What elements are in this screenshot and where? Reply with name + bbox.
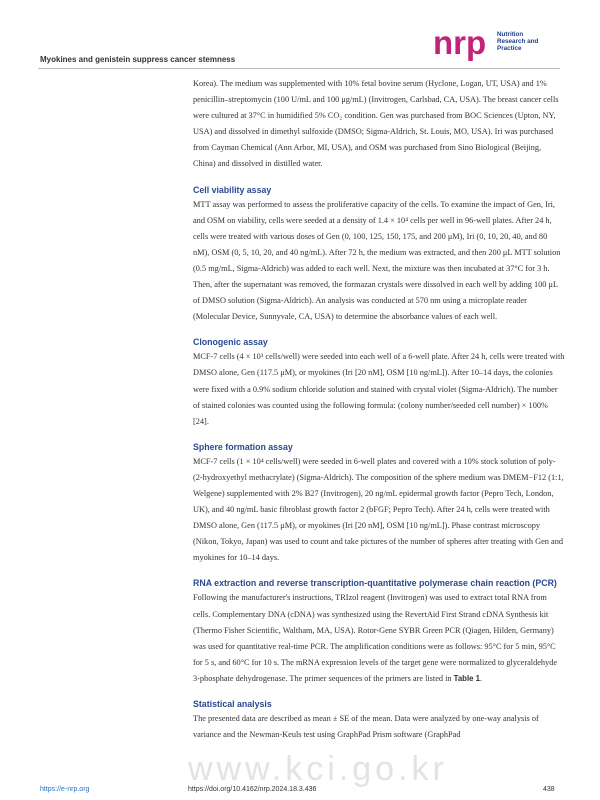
article-body	[193, 76, 565, 743]
section-heading-sphere-formation: Sphere formation assay	[193, 441, 293, 452]
section-heading-cell-viability: Cell viability assay	[193, 184, 272, 195]
logo-line-1: Nutrition	[497, 31, 524, 38]
footer-doi-link[interactable]: https://doi.org/10.4162/nrp.2024.18.3.436	[188, 786, 317, 793]
section-heading-rna-pcr: RNA extraction and reverse transcription-quantitative polymerase chain reaction (PCR)	[193, 578, 557, 589]
logo-wordmark: nrp	[433, 27, 487, 61]
logo-line-2: Research and	[497, 38, 539, 46]
logo-line-3: Practice	[497, 45, 522, 53]
section-body-cell-viability: MTT assay was performed to assess the proliferative capacity of the cells. To examine the impact of Gen, Iri, and OSM on viability, cells were seeded at a density of 1.4 × 10⁴ cells per well in 96-well plates. After 24 h, cells were treated with various doses of Gen (0, 100, 125, 150, 175, and 200 μM), Iri (0, 10, 20, 40, and 80 nM), OSM (0, 5, 10, 20, and 40 ng/mL). After 72 h, the medium was extracted, and then 200 μL MTT solution (0.5 mg/mL, Sigma-Aldrich) was added to each well. Next, the mixture was then incubated at 37°C for 3 h. Then, after the supernatant was removed, the formazan crystals were dissolved in each well by adding 100 μL of DMSO solution (Sigma-Aldrich). An analysis was conducted at 570 nm using a microplate reader (Molecular Device, Sunnyvale, CA, USA) to determine the absorbance values of each well.	[193, 199, 561, 322]
section-body-statistical: The presented data are described as mean ± SE of the mean. Data were analyzed by one-way analysis of variance and the Newman-Keuls test using GraphPad Prism software (GraphPad	[193, 714, 539, 740]
section-heading-clonogenic: Clonogenic assay	[193, 337, 268, 348]
table-1-link[interactable]: Table 1	[453, 673, 480, 683]
rna-pcr-tail: .	[479, 673, 483, 683]
kci-watermark: www.kci.go.kr	[188, 750, 448, 788]
section-body-sphere-formation: MCF-7 cells (1 × 10⁴ cells/well) were seeded in 6-well plates and covered with a 10% stock solution of poly-(2-hydroxyethyl methacrylate) (Sigma-Aldrich). The composition of the sphere medium was DMEM−F12 (1:1, Welgene) supplemented with 2% B27 (Invitrogen), 20 ng/mL epidermal growth factor (Pepro Tech, London, UK), and 40 ng/mL basic fibroblast growth factor 2 (bFGF; Pepro Tech). After 24 h, cells were treated with DMSO alone, Gen (117.5 μM), or myokines (Iri [20 nM], OSM [10 ng/mL]). Phase contrast microscopy (Nikon, Tokyo, Japan) was used to count and take pictures of the number of spheres after treating with Gen and myokines for 10–14 days.	[193, 456, 564, 563]
logo-journal-name	[497, 31, 538, 53]
section-body-rna-pcr	[193, 590, 565, 687]
section-heading-statistical: Statistical analysis	[193, 699, 272, 709]
footer-page-number: 438	[543, 786, 555, 793]
running-title: Myokines and genistein suppress cancer stemness	[40, 55, 236, 64]
rna-pcr-text: Following the manufacturer's instructions, TRIzol reagent (Invitrogen) was used to extract total RNA from cells. Complementary DNA (cDNA) was synthesized using the RevertAid First Strand cDNA Synthesis kit (Thermo Fisher Scientific, Waltham, MA, USA). Rotor-Gene SYBR Green PCR (Qiagen, Hilden, Germany) was used for quantitative real-time PCR. The amplification conditions were as follows: 95°C for 5 min, 95°C for 5 s, and 60°C for 10 s. The mRNA expression levels of the target gene were normalized to glyceraldehyde 3-phosphate dehydrogenase. The primer sequences of the primers are listed in	[193, 593, 558, 683]
intro-paragraph: Korea). The medium was supplemented with 10% fetal bovine serum (Hyclone, Logan, UT, USA) and 1% penicillin–streptomycin (100 U/mL and 100 μg/mL) (Invitrogen, Carlsbad, CA, USA). The breast cancer cells were cultured at 37°C in humidified 5% CO₂ condition. Gen was purchased from BOC Sciences (Upton, NY, USA) and dissolved in dimethyl sulfoxide (DMSO; Sigma-Aldrich, St. Louis, MO, USA). Iri was purchased from Cayman Chemical (Ann Arbor, MI, USA), and OSM was purchased from Sino Biological (Beijing, China) and dissolved in distilled water.	[193, 79, 559, 169]
footer-site-link[interactable]: https://e-nrp.org	[40, 786, 90, 793]
section-body-clonogenic: MCF-7 cells (4 × 10³ cells/well) were seeded into each well of a 6-well plate. After 24 h, cells were treated with DMSO alone, Gen (117.5 μM), or myokines (Iri [20 nM], OSM [10 ng/mL]). After 10–14 days, the colonies were fixed with a 0.9% sodium chloride solution and stained with crystal violet (Sigma-Aldrich). The number of stained colonies was counted using the following formula: (colony number/seeded cell number) × 100% [24].	[193, 352, 565, 426]
header-divider	[38, 68, 560, 69]
